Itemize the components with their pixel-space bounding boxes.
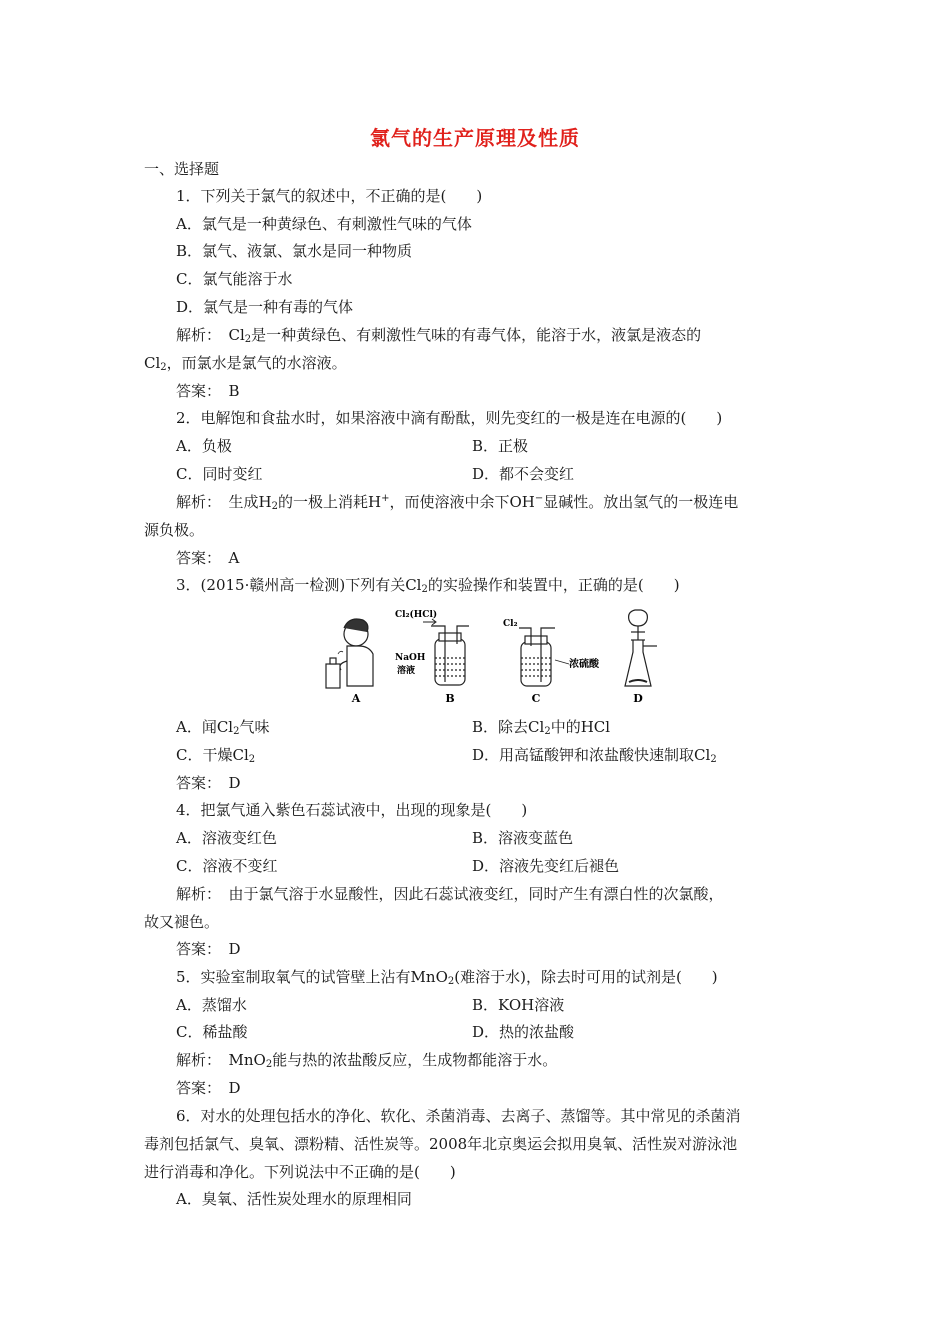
q3-answer: 答案： D [176,774,241,792]
q5-option-c: C．稀盐酸 [176,1023,248,1041]
q4-stem: 4．把氯气通入紫色石蕊试液中，出现的现象是( ) [176,801,528,819]
label-c-gas: Cl₂ [503,619,518,629]
q1-stem: 1．下列关于氯气的叙述中，不正确的是( ) [176,187,483,205]
q2-answer: 答案： A [176,549,240,567]
q2-analysis-line1: 解析： 生成$H_2$的一极上消耗H+，而使溶液中余下OH−显碱性。放出氢气的一极连电 [176,493,739,512]
q1-analysis-line2: $Cl_2$，而氯水是氯气的水溶液。 [144,354,347,373]
q5-stem: 5．实验室制取氧气的试管壁上沾有MnO$_2$(难溶于水)，除去时可用的试剂是( ) [176,968,718,987]
caption-c: C [531,692,541,705]
q1-option-b: B．氯气、液氯、氯水是同一种物质 [176,242,413,260]
label-b-gas: Cl₂(HCl) [395,610,438,620]
figure-a-person-smelling [326,619,373,688]
q4-answer: 答案： D [176,940,241,958]
page-title: 氯气的生产原理及性质 [370,126,580,150]
figure-d-flask-funnel [625,610,657,686]
q5-option-b: B．KOH溶液 [472,996,565,1014]
q4-option-d: D．溶液先变红后褪色 [472,857,620,875]
q4-option-b: B．溶液变蓝色 [472,829,574,847]
q2-stem: 2．电解饱和食盐水时，如果溶液中滴有酚酞，则先变红的一极是连在电源的( ) [176,409,723,427]
q2-option-c: C．同时变红 [176,465,263,483]
q1-answer: 答案： B [176,382,240,400]
caption-d: D [633,692,643,705]
label-naoh: NaOH [395,653,426,663]
q5-option-d: D．热的浓盐酸 [472,1023,575,1041]
caption-b: B [445,692,455,705]
section-heading: 一、选择题 [144,160,220,178]
q6-stem-line3: 进行消毒和净化。下列说法中不正确的是( ) [144,1163,456,1181]
q2-option-d: D．都不会变红 [472,465,575,483]
q3-option-a: A．闻$Cl_2$气味 [176,718,270,737]
q5-analysis: 解析： MnO$_2$能与热的浓盐酸反应，生成物都能溶于水。 [176,1051,558,1070]
q1-analysis-line1: 解析： $Cl_2$是一种黄绿色、有刺激性气味的有毒气体，能溶于水，液氯是液态的 [176,326,702,345]
caption-a: A [351,692,361,705]
q4-analysis-line2: 故又褪色。 [144,913,220,931]
q1-option-a: A．氯气是一种黄绿色、有刺激性气味的气体 [176,215,472,233]
label-conc-sulfuric-acid: 浓硫酸 [569,659,599,670]
label-solution: 溶液 [397,666,416,676]
q1-option-c: C．氯气能溶于水 [176,270,293,288]
q4-analysis-line1: 解析： 由于氯气溶于水显酸性，因此石蕊试液变红，同时产生有漂白性的次氯酸， [176,885,724,903]
q4-option-c: C．溶液不变红 [176,857,278,875]
q5-option-a: A．蒸馏水 [176,996,247,1014]
figure-c-drying-bottle [519,628,569,686]
q2-option-b: B．正极 [472,437,529,455]
q6-option-a: A．臭氧、活性炭处理水的原理相同 [176,1190,412,1208]
q6-stem-line2: 毒剂包括氯气、臭氧、漂粉精、活性炭等。2008年北京奥运会拟用臭氧、活性炭对游泳池 [144,1135,738,1153]
q2-analysis-line2: 源负极。 [144,521,205,539]
q5-answer: 答案： D [176,1079,241,1097]
q3-apparatus-figure [323,606,673,710]
q3-option-d: D．用高锰酸钾和浓盐酸快速制取$Cl_2$ [472,746,717,765]
q4-option-a: A．溶液变红色 [176,829,277,847]
figure-b-wash-bottle [423,619,469,685]
q3-option-b: B．除去$Cl_2$中的HCl [472,718,611,737]
q2-option-a: A．负极 [176,437,232,455]
q1-option-d: D．氯气是一种有毒的气体 [176,298,354,316]
q6-stem-line1: 6．对水的处理包括水的净化、软化、杀菌消毒、去离子、蒸馏等。其中常见的杀菌消 [176,1107,741,1125]
q3-option-c: C．干燥$Cl_2$ [176,746,256,765]
q3-stem: 3．(2015·赣州高一检测)下列有关$Cl_2$的实验操作和装置中，正确的是( ) [176,576,680,595]
